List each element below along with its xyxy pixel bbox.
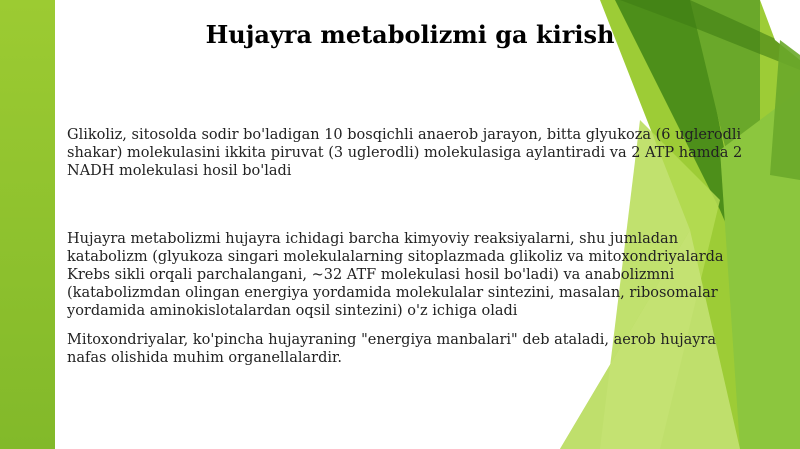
paragraph-glycolysis: Glikoliz, sitosolda sodir bo'ladigan 10 bosqichli anaerob jarayon, bitta glyukoza (6 uglerodli shakar) molekulasini ikkita piruvat (3 uglerodli) molekulasiga aylantiradi va 2 ATP hamda 2 NADH molekulasi hosil bo'ladi (67, 127, 743, 179)
slide-title: Hujayra metabolizmi ga kirish (205, 20, 615, 49)
paragraph-mitochondria: Mitoxondriyalar, ko'pincha hujayraning "energiya manbalari" deb ataladi, aerob hujayra nafas olishida muhim organellalardir. (67, 332, 716, 366)
paragraph-metabolism: Hujayra metabolizmi hujayra ichidagi barcha kimyoviy reaksiyalarni, shu jumladan katabolizm (glyukoza singari molekulalarning sitoplazmada glikoliz va mitoxondriyalarda Krebs sikli orqali parchalangani, ~32 ATF molekulasi hosil bo'ladi) va anabolizmni (katabolizmdan olingan energiya yordamida molekulalar sintezini, masalan, ribosomalar yordamida aminokislotalardan oqsil sintezini) o'z ichiga oladi (67, 231, 724, 319)
